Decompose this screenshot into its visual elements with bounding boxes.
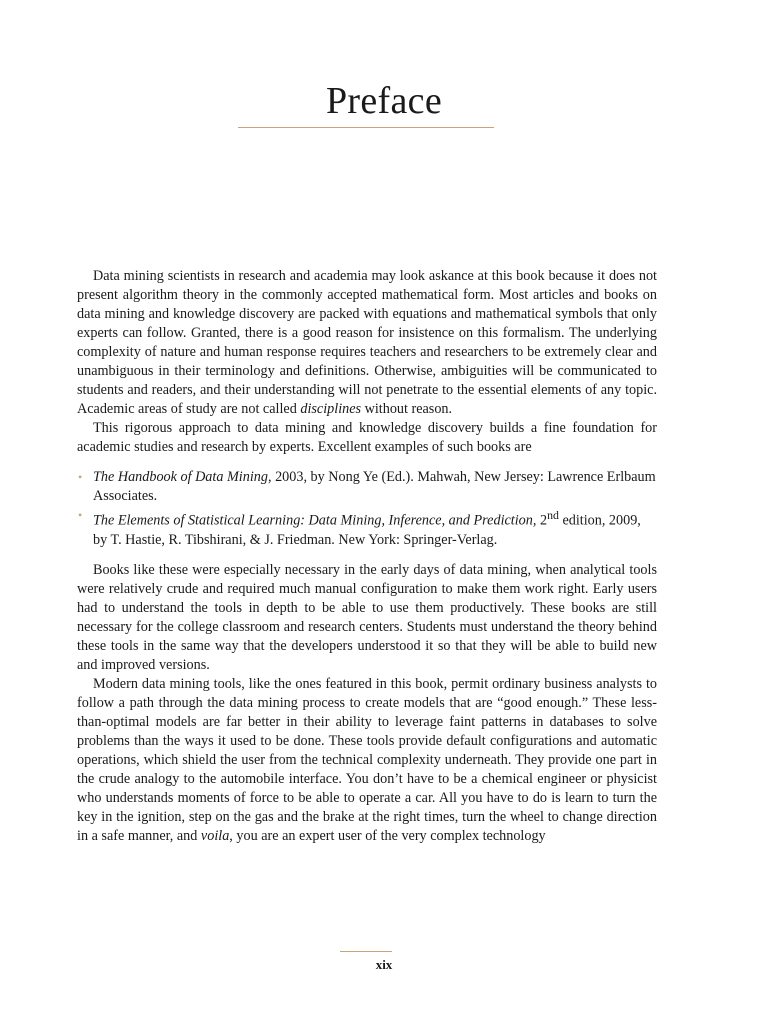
paragraph-1-end: without reason. xyxy=(361,401,453,417)
paragraph-4-emphasis: voila xyxy=(200,827,230,844)
reference-title: The Handbook of Data Mining xyxy=(93,469,268,485)
bullet-icon: • xyxy=(78,508,83,522)
title-divider xyxy=(238,127,494,128)
list-item xyxy=(77,468,657,506)
paragraph-1 xyxy=(77,267,657,419)
preface-body xyxy=(77,267,657,846)
reference-details: , 2003, by Nong Ye (Ed.). Mahwah, New Jersey: Lawrence Erlbaum Associates. xyxy=(93,469,656,504)
reference-list xyxy=(77,468,657,550)
reference-details: edition, 2009, by T. Hastie, R. Tibshirani, & J. Friedman. New York: Springer-Verlag. xyxy=(93,512,641,548)
paragraph-4 xyxy=(77,675,657,846)
reference-edition: , 2 xyxy=(532,512,548,529)
list-item xyxy=(77,506,657,550)
paragraph-4-end: , you are an expert user of the very complex technology xyxy=(229,827,546,844)
paragraph-4-text: Modern data mining tools, like the ones featured in this book, permit ordinary business analysts to follow a path through the data mining process to create models that are “good enough.” These less-than-optimal models are far better in their ability to leverage faint patterns in databases to solve problems than the ways it used to be done. These tools provide default configurations and automatic operations, which shield the user from the technical complexity underneath. They provide one part in the crude analogy to the automobile interface. You don’t have to be a chemical engineer or physicist who understands moments of force to be able to operate a car. All you have to do is learn to turn the key in the ignition, step on the gas and the brake at the right times, turn the wheel to change direction in a safe manner, and xyxy=(77,675,657,844)
page-number: xix xyxy=(375,957,393,972)
paragraph-2: This rigorous approach to data mining and knowledge discovery builds a fine foundation for academic studies and research by experts. Excellent examples of such books are xyxy=(77,420,657,455)
page-title: Preface xyxy=(325,80,442,122)
paragraph-3: Books like these were especially necessary in the early days of data mining, when analytical tools were relatively crude and required much manual configuration to make them work right. Early users had to understand the tools in depth to be able to use them productively. These books are still necessary for the college classroom and research centers. Students must understand the theory behind these tools in the same way that the developers understood it so that they will be able to build new and improved versions. xyxy=(77,561,657,673)
paragraph-1-text: Data mining scientists in research and academia may look askance at this book because it does not present algorithm theory in the commonly accepted mathematical form. Most articles and books on data mining and knowledge discovery are packed with equations and mathematical symbols that only experts can follow. Granted, there is a good reason for insistence on this formalism. The underlying complexity of nature and human response requires teachers and researchers to be extremely clear and unambiguous in their terminology and definitions. Otherwise, ambiguities will be communicated to students and readers, and their understanding will not penetrate to the essential elements of any topic. Academic areas of study are not called xyxy=(77,268,657,417)
reference-title: The Elements of Statistical Learning: Data Mining, Inference, and Prediction xyxy=(93,512,533,529)
bullet-icon: • xyxy=(78,470,83,484)
paragraph-1-emphasis: disciplines xyxy=(300,401,362,417)
reference-edition-suffix: nd xyxy=(547,508,559,522)
page-number-divider xyxy=(340,951,392,952)
